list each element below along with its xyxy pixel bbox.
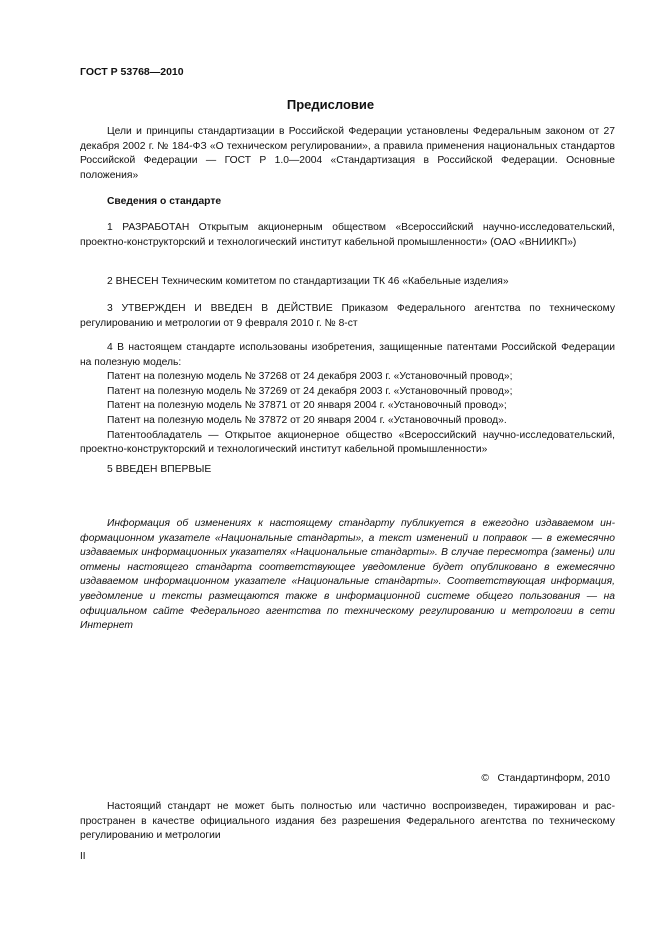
item-5-text: 5 ВВЕДЕН ВПЕРВЫЕ [107,464,212,475]
patent-item [80,370,615,385]
patent-item [80,399,615,414]
standard-code-header: ГОСТ Р 53768—2010 [80,66,184,78]
item-1-text: 1 РАЗРАБОТАН Открытым акционерным обществом «Всероссийский научно-исследовательский, проектно-конструкторский и технологический институт кабельной промышленности» (ОАО «ВНИИКП») [80,222,615,248]
info-notice-text: Информация об изменениях к настоящему стандарту публикуется в ежегодно издаваемом информационном указателе «Национальные стандарты», а текст изменений и поправок — в ежемесячно издаваемых информационных указателях «Национальные стандарты». В случае пересмотра (замены) или отмены настоящего стандарта соответствующее уведомление будет опубликовано в ежемесячно издаваемом информационном указателе «Национальные стандарты». Соответствующая информация, уведомление и тексты размещаются также в информационной системе общего пользования — на официальном сайте Федерального агентства по техническому регулированию и метрологии в сети Интернет [80,518,615,632]
patent-item [80,385,615,400]
patent-holder [80,429,615,458]
copyright-notice: © Стандартинформ, 2010 [481,773,610,784]
patent-text: Патент на полезную модель № 37269 от 24 декабря 2003 г. «Установочный провод»; [107,385,513,397]
patent-item [80,414,615,429]
item-2-paragraph [80,275,615,290]
item-3-text: 3 УТВЕРЖДЕН И ВВЕДЕН В ДЕЙСТВИЕ Приказом Федерального агентства по техническому регулированию и метрологии от 9 февраля 2010 г. № 8-ст [80,303,615,329]
page-title: Предисловие [286,97,375,112]
item-1-paragraph [80,221,615,250]
reproduction-notice-text: Настоящий стандарт не может быть полностью или частично воспроизведен, тиражирован и распространен в качестве официального издания без разрешения Федерального агентства по техническому регулированию и метрологии [80,801,615,842]
info-notice-paragraph [80,517,615,634]
section-title: Сведения о стандарте [107,196,222,207]
page-number: II [80,851,86,862]
intro-paragraph [80,125,615,183]
intro-text: Цели и принципы стандартизации в Российской Федерации установлены Федеральным законом от 27 декабря 2002 г. № 184-ФЗ «О техническом регулировании», а правила применения национальных стандартов Российской Федерации — ГОСТ Р 1.0—2004 «Стандартизация в Российской Федерации. Основные положения» [80,126,615,181]
patent-text: Патент на полезную модель № 37872 от 20 января 2004 г. «Установочный провод». [107,414,507,426]
patent-holder-text: Патентообладатель — Открытое акционерное общество «Всероссийский научно-исследовательский, проектно-конструкторский и технологический институт кабельной промышленности» [80,429,615,456]
patent-text: Патент на полезную модель № 37268 от 24 декабря 2003 г. «Установочный провод»; [107,371,513,383]
item-3-paragraph [80,302,615,331]
reproduction-notice-paragraph [80,800,615,844]
item-5-paragraph [80,463,615,478]
item-2-text: 2 ВНЕСЕН Техническим комитетом по стандартизации ТК 46 «Кабельные изделия» [107,276,509,287]
patent-text: Патент на полезную модель № 37871 от 20 января 2004 г. «Установочный провод»; [107,400,507,412]
item-4-text: 4 В настоящем стандарте использованы изобретения, защищенные патентами Российской Федерации на полезную модель: [80,342,615,368]
item-4-paragraph [80,341,615,458]
